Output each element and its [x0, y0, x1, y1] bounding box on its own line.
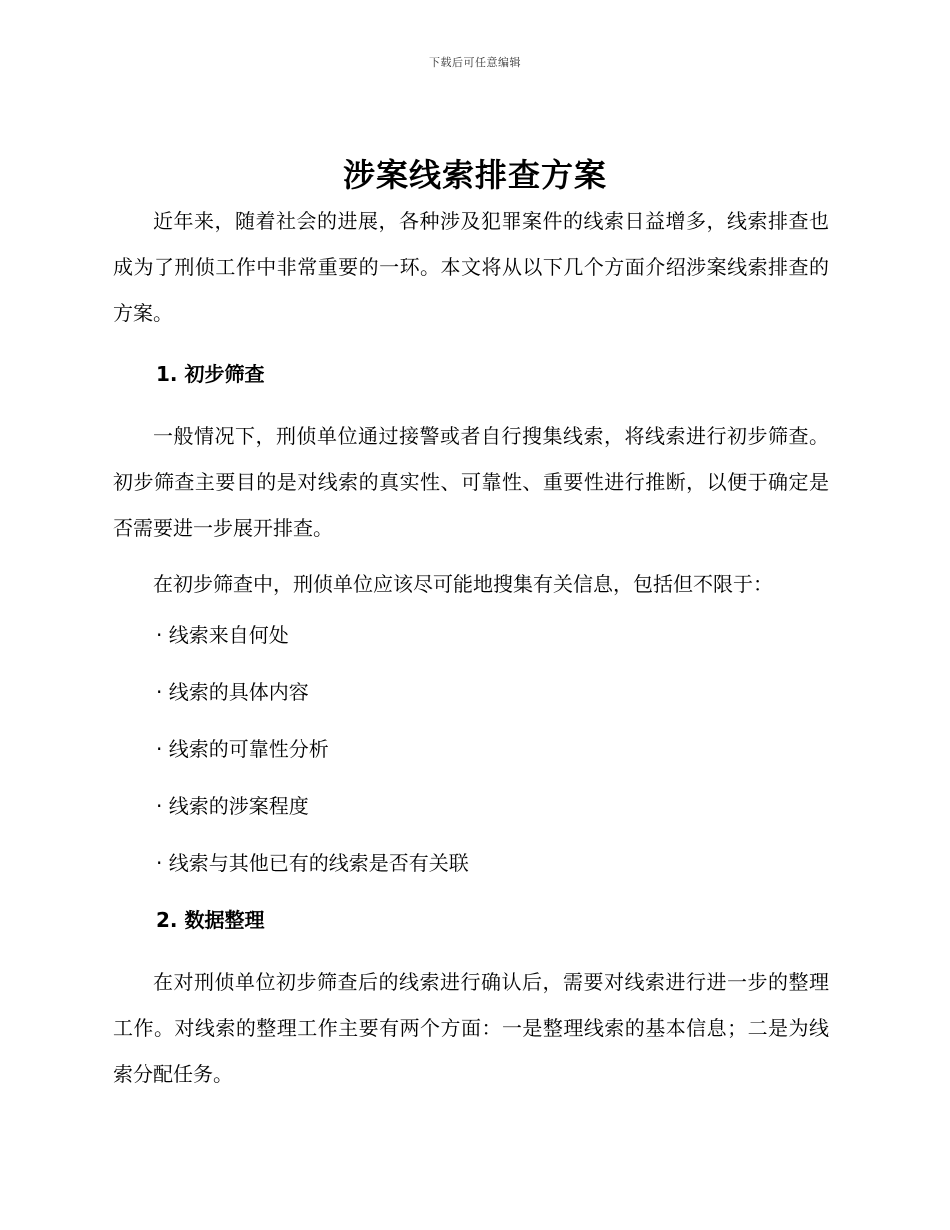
list-item: · 线索与其他已有的线索是否有关联 [156, 851, 469, 875]
section-heading-data-organization: 2. 数据整理 [156, 908, 265, 932]
document-title: 涉案线索排查方案 [342, 156, 607, 194]
organization-paragraph: 在对刑侦单位初步筛查后的线索进行确认后，需要对线索进行进一步的整理工作。对线索的整理工作主要有两个方面：一是整理线索的基本信息；二是为线索分配任务。 [113, 970, 829, 1086]
intro-paragraph: 近年来，随着社会的进展，各种涉及犯罪案件的线索日益增多，线索排查也成为了刑侦工作中非常重要的一环。本文将从以下几个方面介绍涉案线索排查的方案。 [113, 209, 829, 325]
list-item: · 线索的涉案程度 [156, 794, 309, 818]
info-collection-paragraph: 在初步筛查中，刑侦单位应该尽可能地搜集有关信息，包括但不限于： [153, 572, 773, 596]
section-heading-initial-screening: 1. 初步筛查 [156, 362, 265, 386]
bullet-list [113, 607, 829, 892]
screening-paragraph: 一般情况下，刑侦单位通过接警或者自行搜集线索，将线索进行初步筛查。初步筛查主要目的是对线索的真实性、可靠性、重要性进行推断，以便于确定是否需要进一步展开排查。 [113, 424, 829, 540]
page-header-note: 下载后可任意编辑 [429, 56, 521, 69]
list-item: · 线索的可靠性分析 [156, 737, 329, 761]
list-item: · 线索的具体内容 [156, 680, 309, 704]
document-body [113, 198, 829, 1097]
list-item: · 线索来自何处 [156, 623, 289, 647]
